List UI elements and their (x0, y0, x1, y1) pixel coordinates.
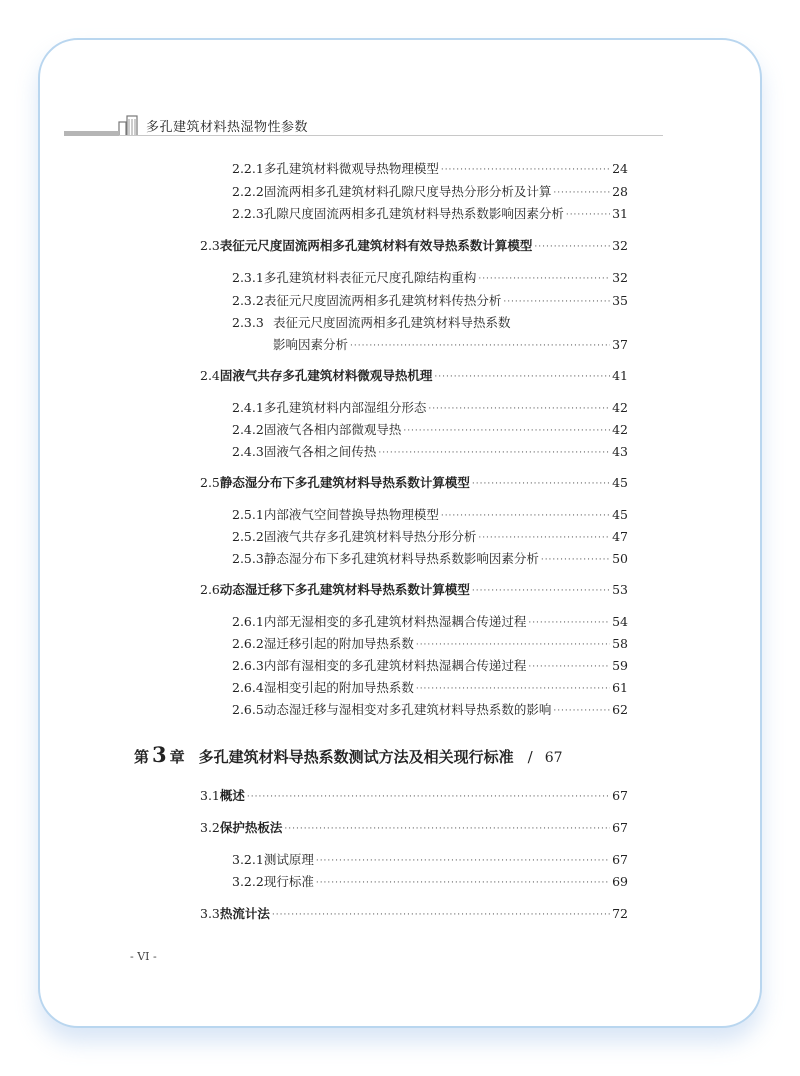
toc-entry-number: 3.2.1 (232, 852, 264, 867)
toc-entry-page: 67 (612, 852, 628, 867)
toc-entry[interactable] (232, 160, 628, 178)
toc-entry-number: 2.6.5 (232, 702, 264, 717)
toc-entry-page: 37 (612, 337, 628, 352)
toc-section-number: 3.1 (200, 788, 220, 803)
chapter-suffix: 章 (169, 748, 185, 766)
toc-leader-dots (284, 820, 610, 838)
toc-leader-dots (316, 874, 610, 892)
toc-section-page: 41 (612, 368, 628, 383)
header-rule-accent (64, 131, 119, 136)
toc-section-title: 静态湿分布下多孔建筑材料导热系数计算模型 (219, 475, 470, 490)
toc-leader-dots (478, 270, 610, 288)
toc-section-page: 53 (612, 582, 628, 597)
running-header-title: 多孔建筑材料热湿物性参数 (146, 120, 309, 135)
toc-entry-page: 32 (612, 270, 628, 285)
toc-entry[interactable] (232, 269, 628, 287)
toc-leader-dots (472, 582, 610, 600)
toc-section-page: 72 (612, 906, 628, 921)
toc-entry-number: 3.2.2 (232, 874, 264, 889)
toc-leader-dots (416, 680, 610, 698)
toc-entry-page: 35 (612, 293, 628, 308)
toc-entry-page: 31 (612, 206, 628, 221)
toc-entry[interactable] (232, 506, 628, 524)
toc-entry-page: 62 (612, 702, 628, 717)
toc-entry-title: 孔隙尺度固流两相多孔建筑材料导热系数影响因素分析 (263, 206, 564, 221)
toc-entry[interactable] (232, 701, 628, 719)
toc-leader-dots (272, 906, 610, 924)
toc-section[interactable] (200, 819, 628, 837)
header-rule (119, 135, 663, 136)
toc-entry[interactable] (232, 421, 628, 439)
toc-entry-title: 内部液气空间替换导热物理模型 (263, 507, 439, 522)
toc-leader-dots (541, 551, 610, 569)
toc-entry-title: 内部有湿相变的多孔建筑材料热湿耦合传递过程 (263, 658, 527, 673)
toc-entry-number: 2.6.1 (232, 614, 264, 629)
toc-leader-dots (528, 614, 610, 632)
toc-entry[interactable] (232, 635, 628, 653)
toc-entry-number: 2.5.2 (232, 529, 264, 544)
toc-section-title: 保护热板法 (219, 820, 283, 835)
toc-entry-number: 2.2.2 (232, 184, 264, 199)
toc-entry-title: 固液气各相之间传热 (263, 444, 377, 459)
toc-entry[interactable] (232, 443, 628, 461)
toc-section-number: 3.2 (200, 820, 220, 835)
toc-entry[interactable] (232, 399, 628, 417)
toc-leader-dots (441, 507, 610, 525)
toc-leader-dots (416, 636, 610, 654)
toc-entry-page: 43 (612, 444, 628, 459)
toc-entry-title: 固液气共存多孔建筑材料导热分形分析 (263, 529, 477, 544)
toc-entry[interactable] (232, 657, 628, 675)
toc-section-page: 32 (612, 238, 628, 253)
toc-entry-page: 50 (612, 551, 628, 566)
toc-entry-title: 固液气各相内部微观导热 (263, 422, 402, 437)
toc-entry-page: 42 (612, 422, 628, 437)
toc-section[interactable] (200, 787, 628, 805)
toc-leader-dots (428, 400, 610, 418)
toc-entry[interactable] (232, 550, 628, 568)
toc-leader-dots (316, 852, 610, 870)
chapter-page: 67 (544, 750, 563, 766)
toc-entry-page: 47 (612, 529, 628, 544)
toc-section-number: 2.6 (200, 582, 220, 597)
toc-leader-dots (553, 184, 610, 202)
toc-entry-number: 2.4.1 (232, 400, 264, 415)
toc-section-title: 表征元尺度固流两相多孔建筑材料有效导热系数计算模型 (219, 238, 533, 253)
toc-entry-page: 61 (612, 680, 628, 695)
toc-entry-title: 湿迁移引起的附加导热系数 (263, 636, 414, 651)
toc-entry[interactable] (232, 205, 628, 223)
toc-entry-title: 湿相变引起的附加导热系数 (263, 680, 414, 695)
toc-entry[interactable] (232, 528, 628, 546)
toc-entry-number: 2.4.3 (232, 444, 264, 459)
toc-leader-dots (503, 293, 610, 311)
toc-entry-title: 动态湿迁移与湿相变对多孔建筑材料导热系数的影响 (263, 702, 552, 717)
toc-section[interactable] (200, 367, 628, 385)
toc-section-title: 概述 (219, 788, 245, 803)
toc-section-number: 2.5 (200, 475, 220, 490)
toc-section-number: 2.4 (200, 368, 220, 383)
toc-entry-page: 45 (612, 507, 628, 522)
page-number-footer: - VI - (130, 950, 157, 963)
toc-leader-dots (553, 702, 610, 720)
toc-entry-page: 24 (612, 161, 628, 176)
toc-leader-dots (472, 475, 610, 493)
chapter-heading[interactable] (134, 742, 563, 767)
toc-entry-title: 多孔建筑材料微观导热物理模型 (263, 161, 439, 176)
toc-entry-page: 59 (612, 658, 628, 673)
toc-entry-title: 测试原理 (263, 852, 314, 867)
toc-entry-number: 2.6.3 (232, 658, 264, 673)
toc-section-number: 2.3 (200, 238, 220, 253)
chapter-title: 多孔建筑材料导热系数测试方法及相关现行标准 (198, 748, 514, 766)
toc-entry[interactable] (232, 851, 628, 869)
toc-leader-dots (434, 368, 610, 386)
toc-entry-number: 2.6.2 (232, 636, 264, 651)
toc-entry-number: 2.5.3 (232, 551, 264, 566)
toc-entry-title: 多孔建筑材料表征元尺度孔隙结构重构 (263, 270, 477, 285)
toc-leader-dots (403, 422, 610, 440)
toc-entry-page: 28 (612, 184, 628, 199)
toc-section[interactable] (200, 581, 628, 599)
chapter-prefix: 第 (134, 748, 150, 766)
toc-leader-dots (534, 238, 610, 256)
toc-section-page: 67 (612, 788, 628, 803)
toc-entry-page: 58 (612, 636, 628, 651)
toc-entry[interactable] (232, 292, 628, 310)
toc-leader-dots (378, 444, 610, 462)
toc-entry-number: 2.4.2 (232, 422, 264, 437)
toc-entry-title: 表征元尺度固流两相多孔建筑材料导热系数 (273, 315, 511, 330)
toc-leader-dots (247, 788, 610, 806)
chapter-separator: / (527, 748, 533, 766)
toc-entry-title: 静态湿分布下多孔建筑材料导热系数影响因素分析 (263, 551, 539, 566)
toc-leader-dots (478, 529, 610, 547)
toc-leader-dots (350, 337, 610, 355)
toc-entry-title: 现行标准 (263, 874, 314, 889)
toc-section[interactable] (200, 905, 628, 923)
toc-section-page: 45 (612, 475, 628, 490)
toc-entry-title: 表征元尺度固流两相多孔建筑材料传热分析 (263, 293, 502, 308)
toc-entry-number: 2.3.1 (232, 270, 264, 285)
toc-entry-number: 2.2.3 (232, 206, 264, 221)
toc-entry-title: 影响因素分析 (273, 337, 349, 352)
toc-entry-page: 69 (612, 874, 628, 889)
toc-entry-number: 2.6.4 (232, 680, 264, 695)
toc-leader-dots (528, 658, 610, 676)
toc-entry[interactable] (232, 613, 628, 631)
toc-section-title: 固液气共存多孔建筑材料微观导热机理 (219, 368, 433, 383)
toc-entry-title: 内部无湿相变的多孔建筑材料热湿耦合传递过程 (263, 614, 527, 629)
chapter-number: 3 (152, 742, 167, 767)
toc-entry-number: 2.5.1 (232, 507, 264, 522)
toc-entry-page: 42 (612, 400, 628, 415)
toc-entry[interactable] (232, 679, 628, 697)
toc-entry-number: 2.3.3 (232, 315, 264, 330)
toc-entry-number: 2.3.2 (232, 293, 264, 308)
toc-entry-title: 固流两相多孔建筑材料孔隙尺度导热分形分析及计算 (263, 184, 552, 199)
toc-entry-continuation[interactable] (232, 336, 628, 354)
toc-section-page: 67 (612, 820, 628, 835)
toc-leader-dots (566, 206, 610, 224)
toc-entry[interactable] (232, 183, 628, 201)
toc-entry-number: 2.2.1 (232, 161, 264, 176)
toc-entry-page: 54 (612, 614, 628, 629)
toc-leader-dots (441, 161, 610, 179)
toc-entry[interactable] (232, 873, 628, 891)
toc-section-title: 热流计法 (219, 906, 270, 921)
building-icon (118, 114, 140, 136)
toc-section[interactable] (200, 237, 628, 255)
toc-section-number: 3.3 (200, 906, 220, 921)
toc-entry[interactable] (232, 314, 628, 332)
toc-entry-title: 多孔建筑材料内部湿组分形态 (263, 400, 427, 415)
toc-section-title: 动态湿迁移下多孔建筑材料导热系数计算模型 (219, 582, 470, 597)
toc-section[interactable] (200, 474, 628, 492)
